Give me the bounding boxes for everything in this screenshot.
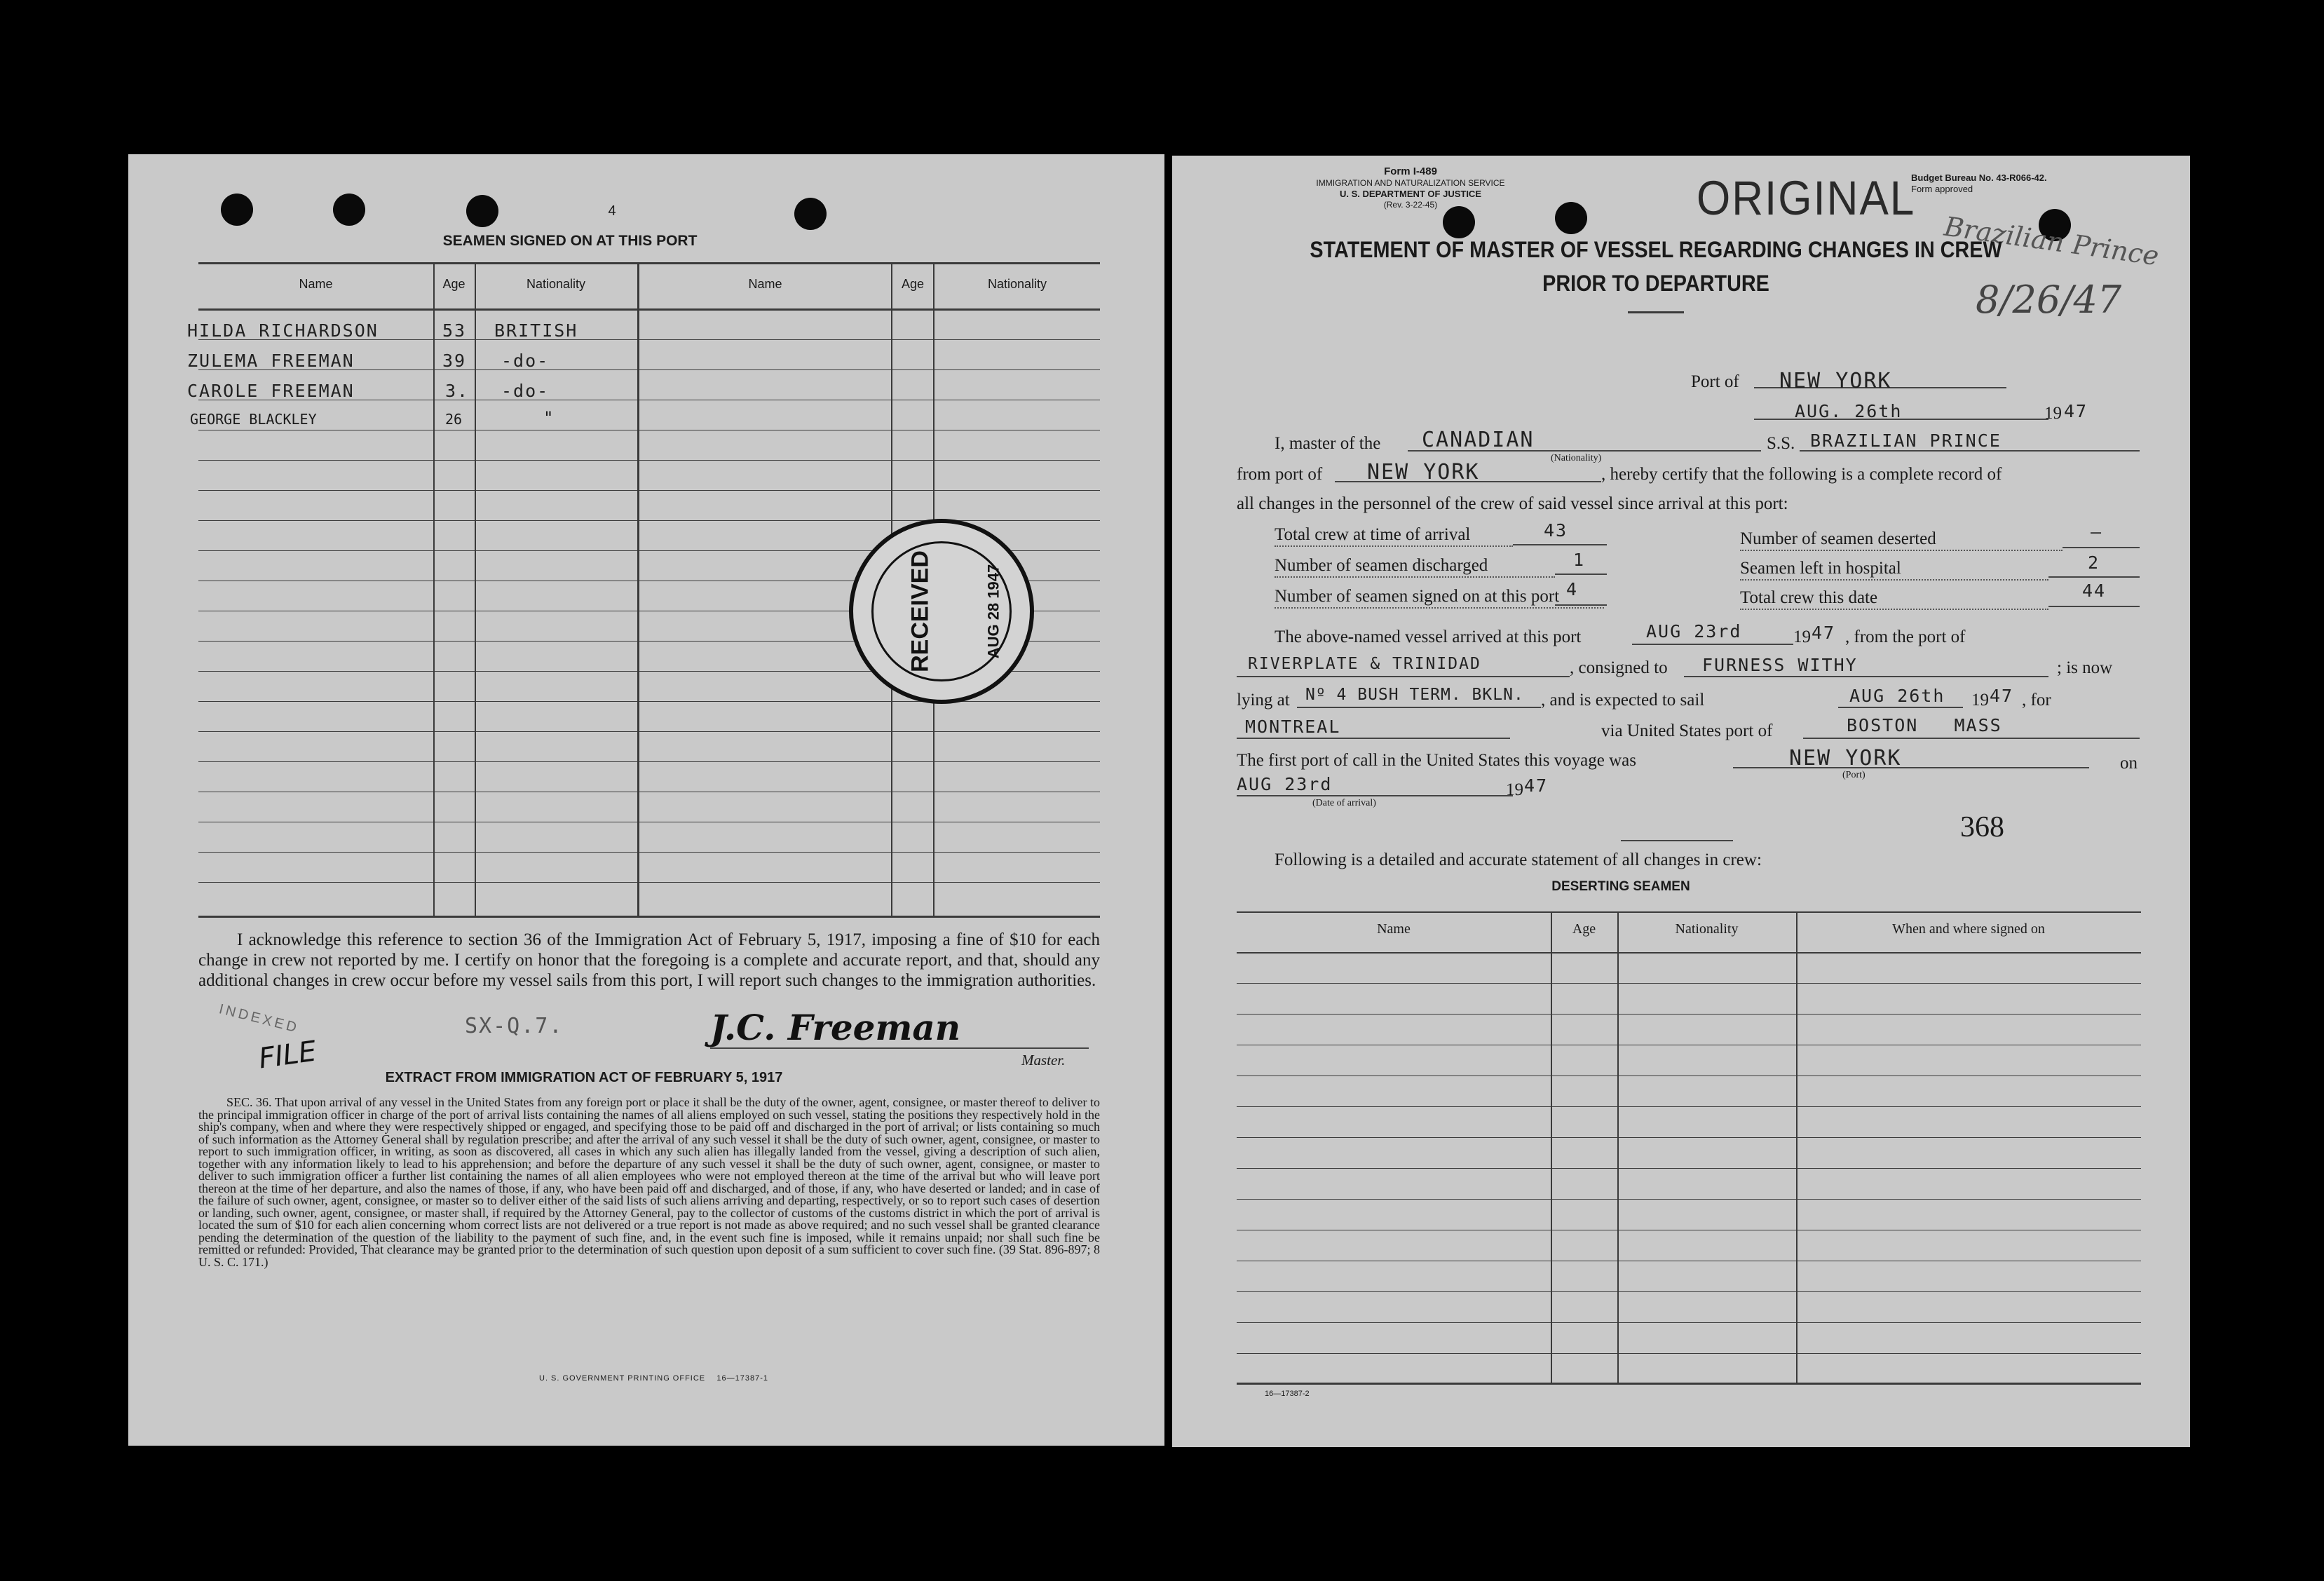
extract-title: EXTRACT FROM IMMIGRATION ACT OF FEBRUARY 5, 1917 [385,1070,783,1085]
col-header-name: Name [299,277,333,291]
date-value: AUG. 26th [1795,401,1903,421]
first-port-text: The first port of call in the United States this voyage was [1237,751,1637,770]
arrived-year-prefix: 19 [1793,627,1811,646]
deserting-header-when-where: When and where signed on [1892,921,2045,937]
deserting-column-divider [1551,911,1552,1383]
sail-date-value: AUG 26th [1849,686,1945,706]
first-port-line [1733,767,2089,768]
port-of-label: Port of [1691,372,1739,391]
year-value: 47 [2064,401,2088,421]
hospital-label: Seamen left in hospital [1740,558,2048,581]
seaman-name: ZULEMA FREEMAN [187,351,355,371]
deserting-column-divider [1796,911,1798,1383]
master-label: Master. [1021,1052,1066,1068]
form-approved: Form approved [1911,184,1973,194]
deserting-row-line [1237,1353,2141,1354]
lying-at-label: lying at [1237,691,1290,710]
arrived-date-line [1632,644,1793,645]
deserting-header-bottom [1237,952,2141,954]
via-port-line [1803,738,2140,739]
handwritten-note: Brazilian Prince [1942,210,2161,272]
seaman-name: CAROLE FREEMAN [187,381,355,401]
total-crew-today-value: 44 [2082,581,2107,601]
printing-office: U. S. GOVERNMENT PRINTING OFFICE 16—17387-1 [539,1374,768,1383]
table-row-line [198,520,1100,521]
first-port-value: NEW YORK [1789,746,1902,771]
form-subtitle: PRIOR TO DEPARTURE [1542,271,1769,296]
from-port-label: from port of [1237,465,1323,484]
col-header-name: Name [748,277,782,291]
col-header-age: Age [901,277,925,291]
col-header-nationality: Nationality [987,277,1047,291]
arrival-date-line [1237,795,1513,796]
seaman-name: HILDA RICHARDSON [187,320,379,341]
deserting-header-nationality: Nationality [1675,921,1739,937]
seaman-nationality: -do- [501,351,550,371]
seaman-nationality: " [543,408,554,428]
first-year-value: 47 [1524,775,1549,796]
sail-date-line [1838,707,1963,708]
number-368: 368 [1960,811,2004,843]
total-crew-arrival-line [1513,544,1607,545]
form-number: Form I-489 [1384,165,1437,177]
deserting-header-age: Age [1572,921,1596,937]
budget-bureau: Budget Bureau No. 43-R066-42. [1911,172,2047,183]
deserting-title: DESERTING SEAMEN [1551,879,1690,894]
signed-on-line [1555,604,1607,606]
consigned-to-label: , consigned to [1570,658,1668,677]
agency-line-2: U. S. DEPARTMENT OF JUSTICE [1340,189,1481,199]
seaman-age: 39 [442,351,467,371]
revision: (Rev. 3-22-45) [1383,200,1438,210]
stamp-text: RECEIVED [906,550,934,672]
punch-hole [333,194,365,226]
deserted-value: — [2091,522,2103,542]
seaman-age: 3. [445,381,470,401]
signature-line [710,1047,1089,1049]
extract-text: SEC. 36. That upon arrival of any vessel in the United States from any foreign port or place it shall be the duty of the owner, agent, consignee, or master thereof to deliver to the principal immigration officer in charge of the port of arrival lists containing the names of all aliens employed on such vessel, stating the positions they respectively hold in the ship's company, when and where they were respectively shipped or engaged, and specifying those to be paid off and discharged in the port of arrival; or lists containing so much of such information as the Attorney General shall by regulation prescribe; and after the arrival of any such vessel it shall be the duty of such owner, agent, consignee, or master to report to such immigration officer, in writing, as soon as discovered, all cases in which any such alien has illegally landed from the vessel, giving a description of such alien, together with any information likely to lead to his apprehension; and before the departure of any such vessel it shall be the duty of such owner, agent, consignee, or master to deliver to such immigration officer a further list containing the names of all alien employees who were not employed thereon at the time of the arrival but who will leave port thereon at the time of her departure, and also the names of those, if any, who have been paid off and discharged, and of those, if any, who have deserted or landed; and in case of the failure of such owner, agent, consignee, or master so to deliver either of the said lists of such aliens arriving and departing, respectively, or so to report such cases of desertion or landing, such owner, agent, consignee, or master shall, if required by the Attorney General, pay to the collector of customs of the customs district in which the port of arrival is located the sum of $10 for each alien concerning whom correct lists are not delivered or a true report is not made as above required; and no such vessel shall be granted clearance pending the determination of the question of the liability to the payment of such fine, and, in the event such fine is imposed, while it remains unpaid; nor shall such fine be remitted or refunded: Provided, That clearance may be granted prior to the determination of such question upon deposit of a sum sufficient to cover such fine. (39 Stat. 896-897; 8 U. S. C. 171.) [198,1095,1100,1269]
nationality-caption: (Nationality) [1551,453,1602,463]
from-port-value: NEW YORK [1367,460,1480,484]
destination-line [1237,738,1510,739]
form-title: STATEMENT OF MASTER OF VESSEL REGARDING CHANGES IN CREW [1310,237,2002,262]
header-bottom-rule [198,308,1100,311]
expected-sail-text: , and is expected to sail [1541,691,1705,710]
punch-hole [1443,206,1475,238]
table-row-line [198,761,1100,762]
annotation-sx: SX-Q.7. [465,1014,564,1038]
first-year-prefix: 19 [1506,780,1523,799]
table-row-line [198,882,1100,883]
lying-at-value: Nº 4 BUSH TERM. BKLN. [1305,686,1524,704]
right-page [1172,156,2190,1447]
printing-code: 16—17387-2 [1265,1390,1310,1398]
deserting-row-line [1237,983,2141,984]
left-page [128,154,1164,1446]
discharged-value: 1 [1573,550,1586,570]
deserted-label: Number of seamen deserted [1740,529,2063,551]
deserting-header-name: Name [1377,921,1411,937]
consignee-value: FURNESS WITHY [1702,655,1858,675]
destination-value: MONTREAL [1245,717,1341,737]
section-title: SEAMEN SIGNED ON AT THIS PORT [442,233,698,249]
acknowledgement-text: I acknowledge this reference to section 36 of the Immigration Act of February 5, 1917, imposing a fine of $10 for each change in crew not reported by me. I certify on honor that the foregoing is a complete and accurate report, and that, should any additional changes in crew occur before my vessel sails from this port, I will report such changes to the immigration authorities. [198,930,1100,990]
table-row-line [198,731,1100,732]
arrival-date-value: AUG 23rd [1237,774,1333,794]
table-row-line [198,460,1100,461]
original-stamp: ORIGINAL [1697,172,1916,226]
origin-ports-value: RIVERPLATE & TRINIDAD [1248,655,1481,673]
stamp-date: AUG 28 1947 [984,564,1003,659]
deserting-table-bottom [1237,1383,2141,1385]
sail-year-value: 47 [1990,686,2014,706]
vessel-name: BRAZILIAN PRINCE [1810,430,2002,451]
total-crew-arrival-value: 43 [1544,520,1568,541]
year-prefix: 19 [2044,404,2062,423]
via-text: via United States port of [1601,721,1773,740]
total-crew-today-line [2048,606,2140,607]
col-header-age: Age [442,277,466,291]
port-of-value: NEW YORK [1779,369,1892,393]
deserting-row-line [1237,1168,2141,1169]
from-the-port-of: , from the port of [1845,627,1966,646]
deserting-row-line [1237,1322,2141,1323]
deserting-row-line [1237,1137,2141,1138]
total-crew-arrival-label: Total crew at time of arrival [1275,524,1513,547]
table-row-line [198,852,1100,853]
seaman-nationality: -do- [501,381,550,401]
handwritten-date: 8/26/47 [1976,278,2122,322]
origin-line [1237,676,1570,677]
discharged-line [1555,574,1607,575]
table-bottom-rule [198,916,1100,918]
is-now-text: ; is now [2057,658,2113,677]
for-text: , for [2022,691,2051,710]
punch-hole [221,194,253,226]
seaman-age: 53 [442,320,467,341]
deserting-row-line [1237,1291,2141,1292]
column-divider [475,262,476,917]
annotation-index: INDEXED [217,1001,301,1036]
arrived-year-value: 47 [1812,623,1836,643]
col-header-nationality: Nationality [526,277,586,291]
deserting-table-top [1237,911,2141,913]
column-divider [637,262,639,917]
port-caption: (Port) [1842,770,1866,780]
consignee-line [1684,676,2048,677]
nationality-value: CANADIAN [1422,428,1535,452]
annotation-file: FILE [257,1035,319,1076]
certify-text: , hereby certify that the following is a complete record of [1601,465,2002,484]
date-of-arrival-caption: (Date of arrival) [1312,798,1376,808]
table-row-line [198,701,1100,702]
master-signature: J.C. Freeman [710,1007,961,1048]
hospital-line [2048,576,2140,578]
column-divider [433,262,435,917]
via-port-value: BOSTON MASS [1847,715,2002,735]
following-text: Following is a detailed and accurate statement of all changes in crew: [1275,850,1762,869]
seaman-nationality: BRITISH [494,320,578,341]
lying-at-line [1297,707,1541,708]
on-text: on [2120,754,2138,773]
agency-line-1: IMMIGRATION AND NATURALIZATION SERVICE [1316,178,1505,188]
punch-hole [466,195,498,227]
title-underline [1628,311,1684,313]
arrived-date-value: AUG 23rd [1646,621,1742,642]
signed-on-value: 4 [1566,579,1579,599]
deserting-row-line [1237,1199,2141,1200]
seaman-age: 26 [445,411,463,428]
signed-on-label: Number of seamen signed on at this port [1275,586,1604,609]
separator-line [1621,840,1733,841]
deserted-line [2063,547,2140,548]
sail-year-prefix: 19 [1971,691,1989,710]
page-number: 4 [608,203,616,219]
ss-label: S.S. [1767,434,1795,453]
received-stamp [849,519,1034,704]
deserting-row-line [1237,1014,2141,1015]
punch-hole [794,198,827,230]
table-top-rule [198,262,1100,264]
hospital-value: 2 [2088,552,2100,573]
total-crew-today-label: Total crew this date [1740,588,2048,610]
deserting-column-divider [1617,911,1619,1383]
master-of-label: I, master of the [1275,434,1381,453]
arrived-text: The above-named vessel arrived at this port [1275,627,1582,646]
all-changes-text: all changes in the personnel of the crew of said vessel since arrival at this port: [1237,494,1788,513]
table-row-line [198,490,1100,491]
discharged-label: Number of seamen discharged [1275,555,1555,578]
deserting-row-line [1237,1106,2141,1107]
seaman-name: GEORGE BLACKLEY [190,411,317,428]
